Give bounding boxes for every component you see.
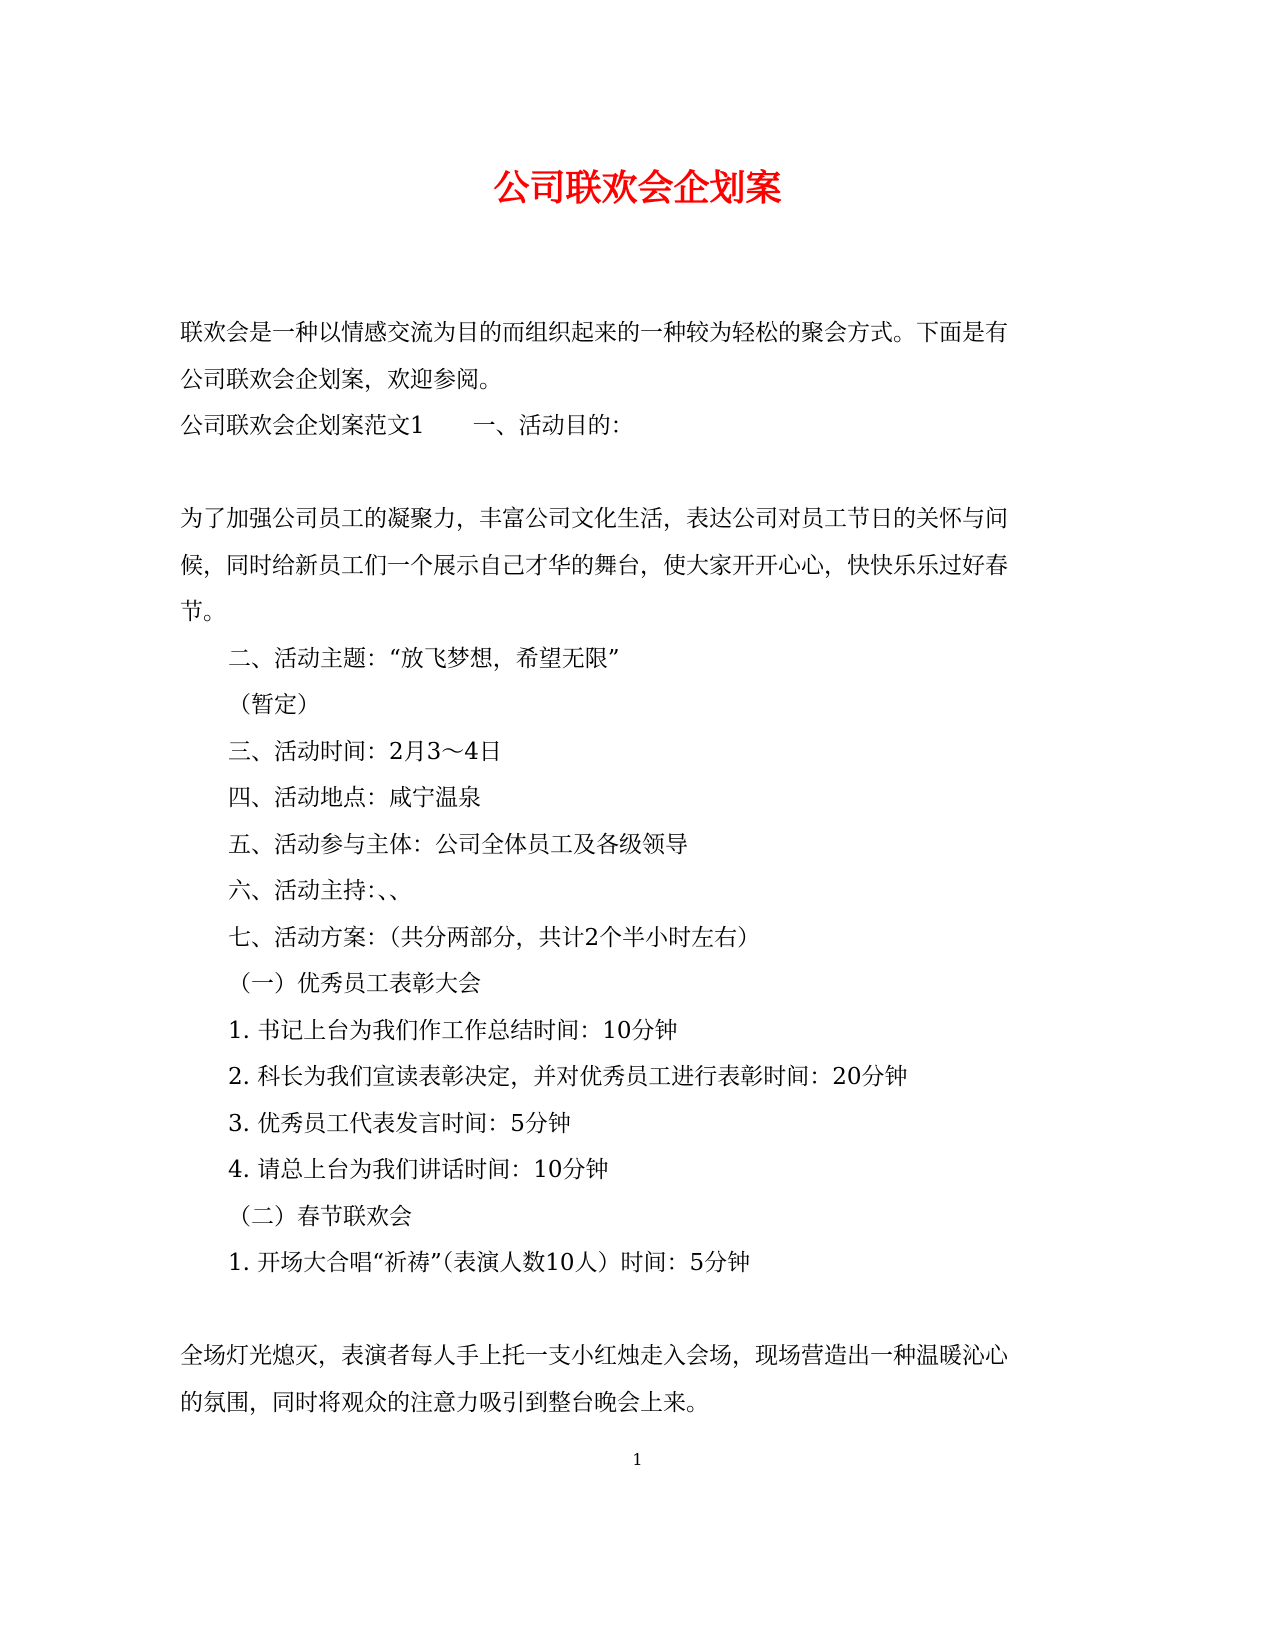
list-item: 2. 科长为我们宣读表彰决定，并对优秀员工进行表彰时间：20分钟 [228,1064,908,1090]
list-item: 1. 书记上台为我们作工作总结时间：10分钟 [228,1017,678,1044]
page-title: 公司联欢会企划案 [493,167,782,209]
blank-line [180,450,1100,497]
purpose-line: 节。 [180,599,226,625]
list-item: 1. 开场大合唱“祈祷”（表演人数10人）时间：5分钟 [228,1250,751,1276]
section-title: 一、活动目的： [472,413,634,439]
intro-line: 公司联欢会企划案，欢迎参阅。 [180,366,502,393]
list-item: （暂定） [228,692,320,718]
blank-line [180,1287,1100,1334]
list-item: 四、活动地点：咸宁温泉 [228,785,481,811]
list-item: 七、活动方案：（共分两部分，共计2个半小时左右） [228,924,761,951]
page-number: 1 [632,1450,643,1469]
list-item: （二）春节联欢会 [228,1203,412,1230]
purpose-line: 为了加强公司员工的凝聚力，丰富公司文化生活，表达公司对员工节日的关怀与问 [180,506,1008,532]
closing-line: 全场灯光熄灭，表演者每人手上托一支小红烛走入会场，现场营造出一种温暖沁心 [180,1343,1008,1369]
closing-line: 的氛围，同时将观众的注意力吸引到整台晚会上来。 [180,1389,709,1416]
document-body [180,310,1100,1426]
list-item: （一）优秀员工表彰大会 [228,971,481,997]
list-item: 3. 优秀员工代表发言时间：5分钟 [228,1110,571,1137]
list-item: 二、活动主题：“放飞梦想，希望无限” [228,645,620,672]
list-item: 4. 请总上台为我们讲话时间：10分钟 [228,1157,609,1183]
list-item: 三、活动时间：2月3～4日 [228,738,502,765]
sample-heading: 公司联欢会企划案范文1 [180,413,425,439]
sample-heading-line [180,403,1100,450]
intro-line: 联欢会是一种以情感交流为目的而组织起来的一种较为轻松的聚会方式。下面是有 [180,320,1008,346]
list-item: 五、活动参与主体：公司全体员工及各级领导 [228,831,688,858]
purpose-line: 候，同时给新员工们一个展示自己才华的舞台，使大家开开心心，快快乐乐过好春 [180,552,1008,579]
list-item: 六、活动主持：、、 [228,878,412,904]
